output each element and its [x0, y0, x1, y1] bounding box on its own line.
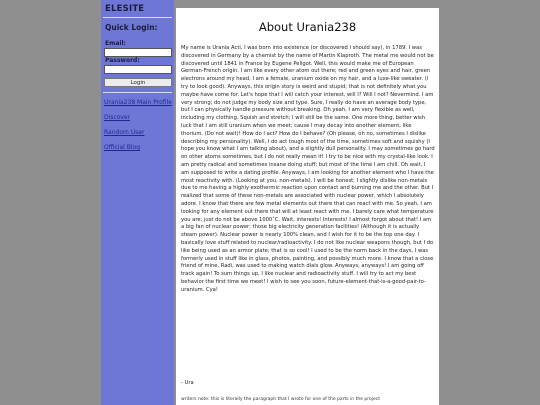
email-label: Email:: [105, 40, 126, 47]
main-content: [176, 8, 439, 405]
email-field[interactable]: [104, 48, 172, 57]
page-title: About Urania238: [258, 20, 357, 34]
sidebar-link-random-user[interactable]: Random User: [104, 129, 145, 136]
quick-login-heading: Quick Login:: [105, 23, 158, 32]
password-label: Password:: [105, 57, 140, 64]
divider: [103, 17, 172, 18]
sidebar-link-discover[interactable]: Discover: [104, 114, 131, 121]
about-paragraph: My name is Urania Acti, I was born into existence (or discovered I should say), in 1789. I was discovered in Germany by a chemist by the name of Martin Klaproth. The metal me would not be discovered until 1841 in France by Eugene Peligot. Well, this would make me of European German-French origin. I am like every other atom out there; red and green eyes and hair, green electrons around my head, I am a female, uranium oxide on my hair, and a luxe-like sweater. (I try to look good). Anyways, this origin story is weird and stupid; that is not definitely what you maybe have come for. Let's hope that I will catch your interest, will I? Will I not? Nevermind. I am very strong; do not judge my body size and type. Sure, I really do have an average body type, but I can physically handle pressure without breaking. Oh yeah, I am very flexible as well, including my clothing. Squish and stretch; I will still be the same. One more thing, better wish luck that I am still uranium when we meet; cause I may decay into another element, like thorium. (Do not wait)! How do I act? How do I behave? (Oh please, oh no, sometimes I dislike describing my personality). Well, I do act tough most of the time, sometimes soft and squishy (I hope you know what I am talking about), and a slightly dull personality. I may sometimes go hard on other atoms sometimes, but I do not really mean it! I try to be nice with my crystal-like look. I am pretty radical and sometimes insane doing stuff; but most of the time I am chill. Oh wait, I am supposed to write a dating profile. Anyways, I am looking for another element who I have the most reactivity with. (Looking at you, non-metals). I will be honest, I slightly dislike non-metals due to me having a highly exothermic reaction upon contact and burning me and the other. But I realized that some of these non-metals are associated with nuclear power, which I absolutely adore. I know that there are few metal elements out there that can react with me. So yeah, I am looking for any element out there that will at least react with me. I barely care what temperature you are; just do not be above 1000˚C. Wait, interests! Interests! I almost forgot about that! I am a big fan of nuclear power; those big electricity generation facilities! (Although it is actually steam power). Nuclear power is nearly 100% clean, and I wish for it to be the top one day. I basically love stuff related to nuclear/radioactivity. I do not like nuclear weapons though, but I do like being used as an armor plate; that is so cool! I used to be the norm back in the days, I was formerly used in stuff like in glass, photos, painting, and possibly much more. I know that a close friend of mine, Radi, was used to making watch dials glow. Anyways, anyways! I am going off track again! To sum things up, I like nuclear and radioactivity stuff. I will try to act my best behavior the first time we meet! I wish to see you soon, future-element-that-is-a-good-pair-to-uranium. Cya!: [181, 45, 435, 293]
sidebar-link-official-blog[interactable]: Official Blog: [104, 144, 141, 151]
sidebar-link-main-profile[interactable]: Urania238 Main Profile: [104, 99, 172, 106]
password-field[interactable]: [104, 65, 172, 74]
site-name[interactable]: ELESITE: [105, 4, 145, 14]
signature: - Ura: [181, 380, 194, 386]
divider: [103, 92, 172, 93]
login-button[interactable]: Login: [104, 78, 172, 87]
writer-note: writers note: this is literally the paragraph that I wrote for one of the parts in the project: [181, 397, 381, 402]
